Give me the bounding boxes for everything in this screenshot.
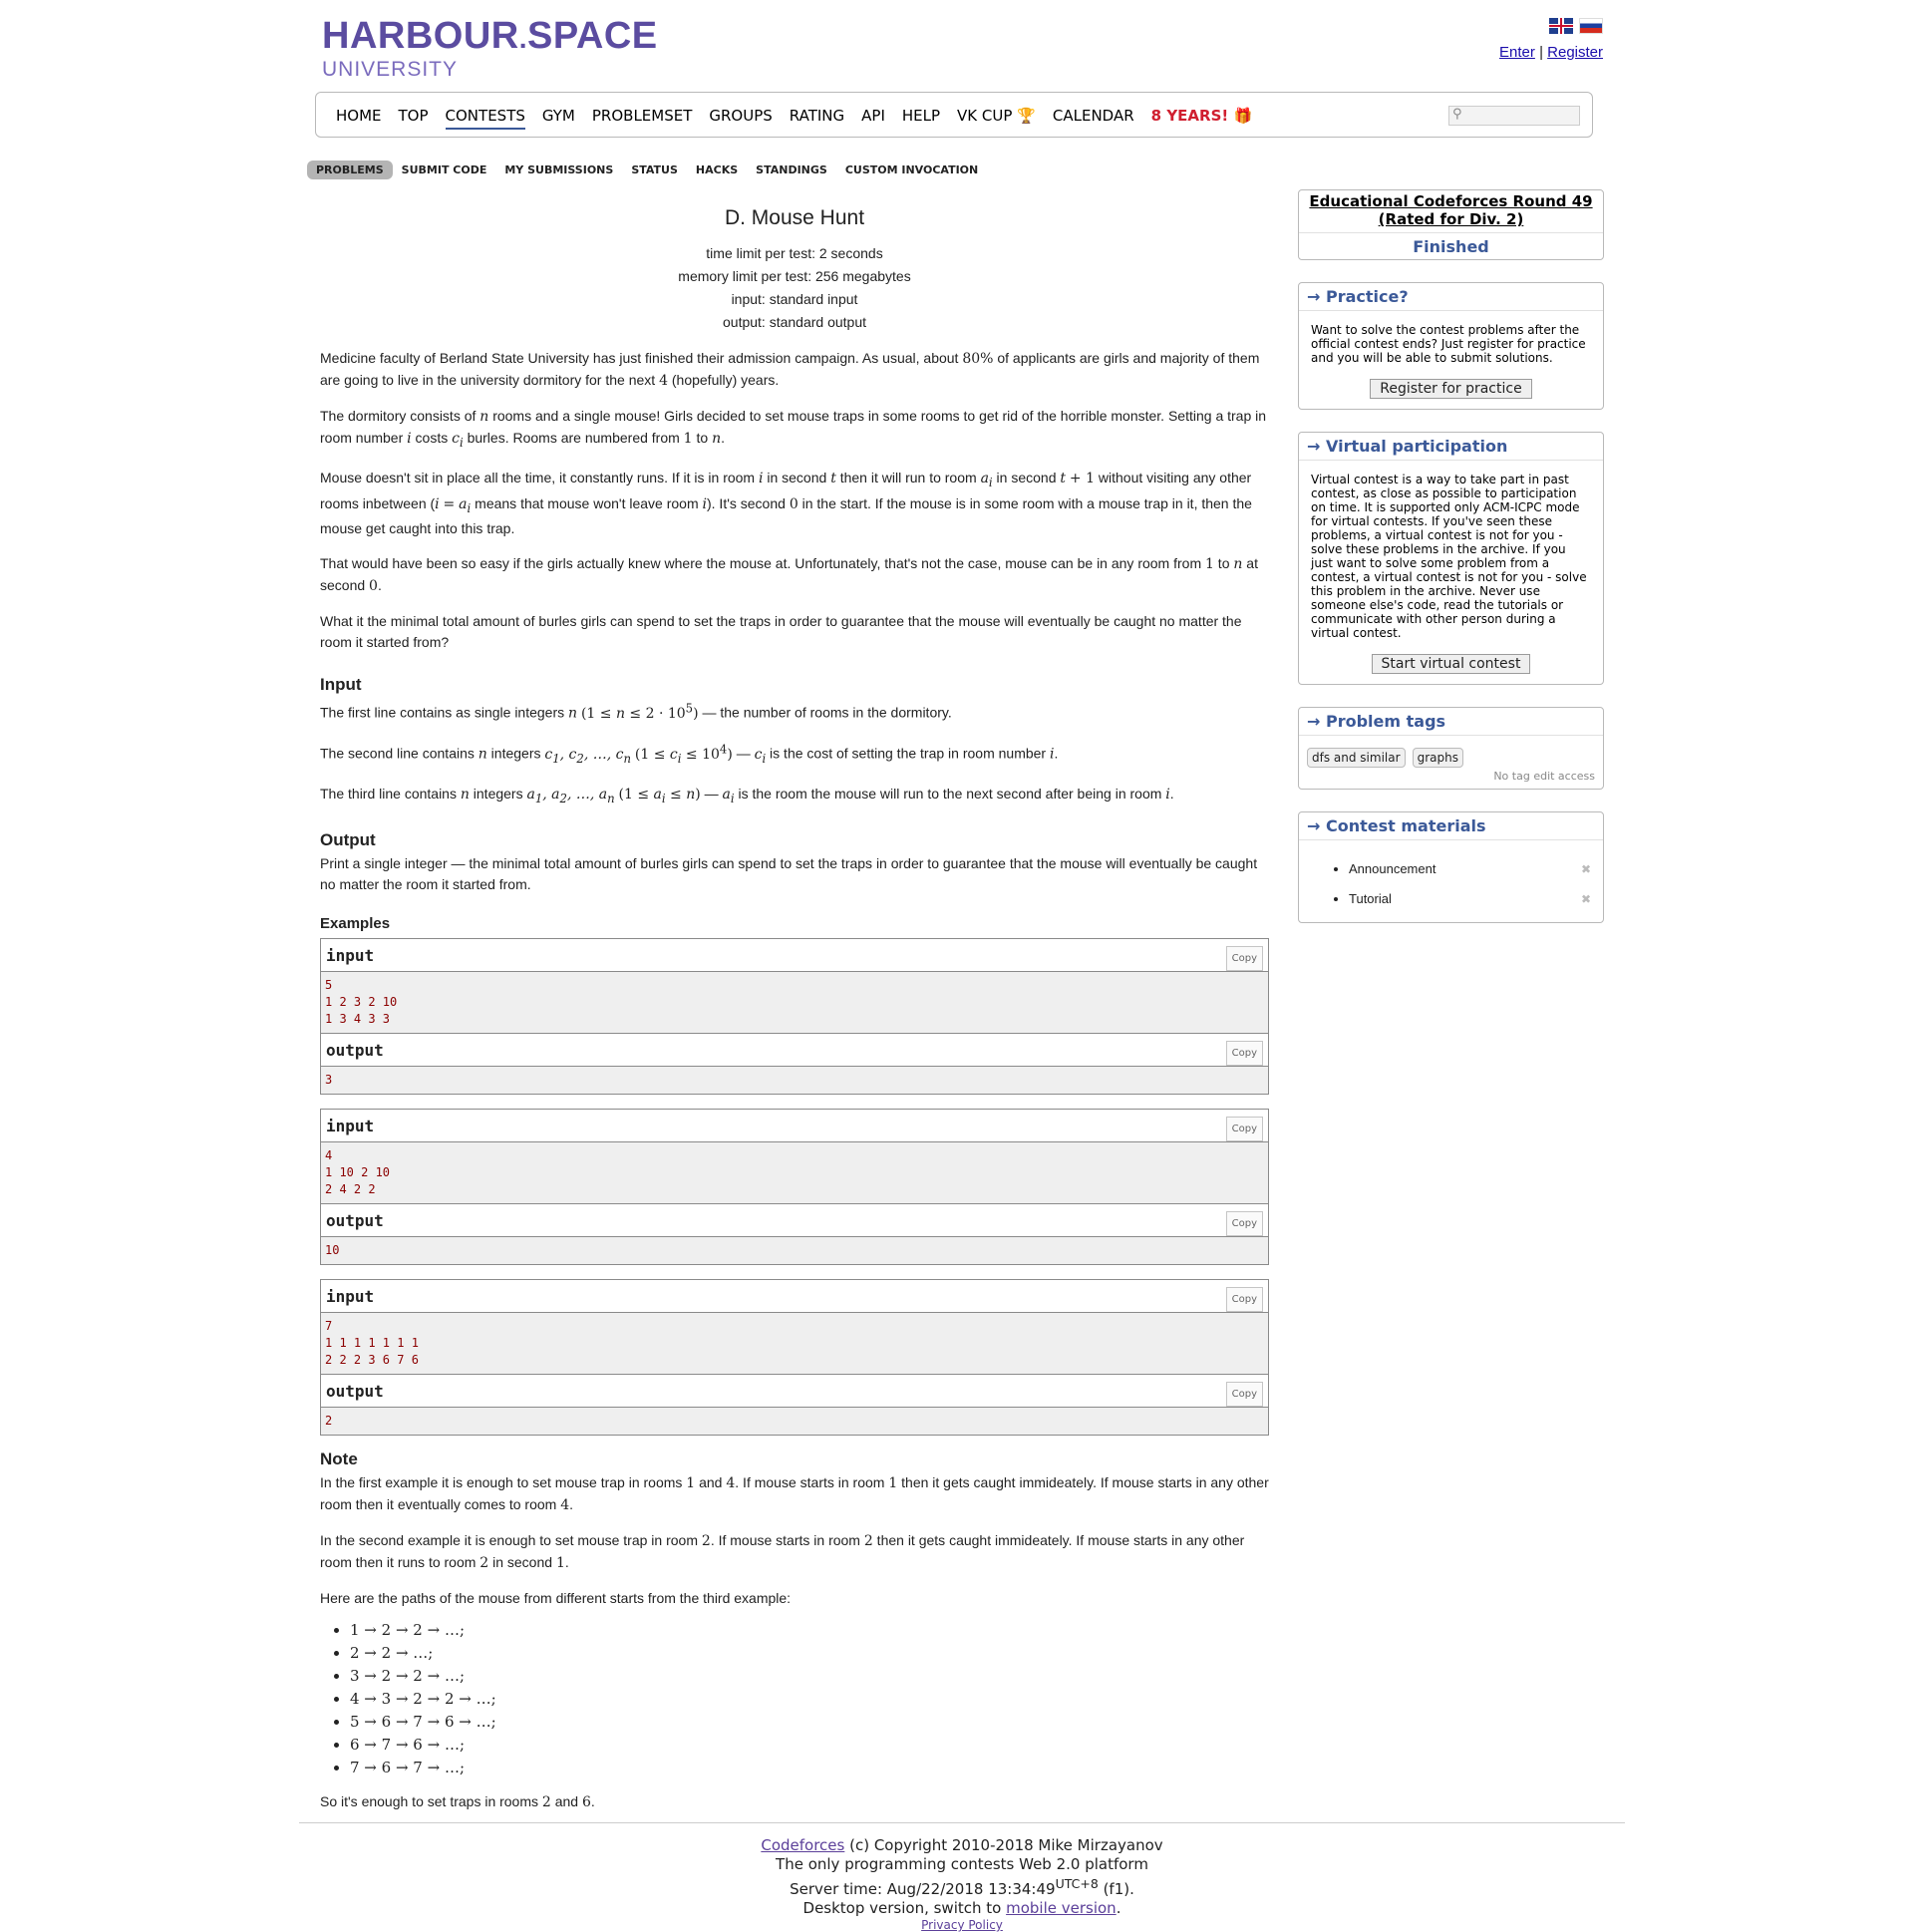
problem-title: D. Mouse Hunt xyxy=(724,206,865,229)
register-practice-button[interactable]: Register for practice xyxy=(1370,379,1531,399)
tab-custom-invocation[interactable]: CUSTOM INVOCATION xyxy=(844,163,979,176)
menu-item-vk-cup[interactable] xyxy=(957,107,1036,125)
mouse-paths-list xyxy=(320,1619,1269,1779)
copy-button[interactable]: Copy xyxy=(1226,1041,1263,1066)
menu-item-home[interactable] xyxy=(336,107,382,125)
input-spec-paragraph: The second line contains n integers $c_1$, $c_2$, …, $c_n$ $(1 \le c_i \le 10^4)$ — $c_i$ is the cost of setting the trap in room number i. xyxy=(320,742,1059,766)
note-paragraph: Here are the paths of the mouse from different starts from the third example: xyxy=(320,1590,792,1607)
sample-input: 4 1 10 2 10 2 4 2 2 xyxy=(321,1142,1268,1204)
tab-problems[interactable]: PROBLEMS xyxy=(307,161,393,179)
trophy-icon: 🏆 xyxy=(1017,107,1036,125)
copy-button[interactable]: Copy xyxy=(1226,1117,1263,1141)
sample-input-label: input xyxy=(326,946,375,966)
menu-item-groups[interactable] xyxy=(709,107,772,125)
menu-item-label: VK CUP xyxy=(957,107,1013,125)
sample-output-label: output xyxy=(326,1382,384,1402)
footer-version xyxy=(299,1899,1625,1918)
tab-hacks[interactable]: HACKS xyxy=(695,163,739,176)
sample-test xyxy=(320,1109,1269,1265)
legend xyxy=(320,348,1269,1813)
contest-materials-box xyxy=(1298,811,1604,923)
logo-word-harbour: HARBOUR xyxy=(322,15,519,57)
menu-item-label: CONTESTS xyxy=(446,107,525,130)
f1-text: (f1). xyxy=(1098,1880,1134,1898)
menu-item-rating[interactable] xyxy=(790,107,844,125)
material-label: Tutorial xyxy=(1349,891,1392,906)
material-tutorial[interactable] xyxy=(1349,884,1591,914)
list-item: • 3 → 2 → 2 → …; xyxy=(350,1665,1269,1688)
mobile-version-link[interactable]: mobile version xyxy=(1006,1899,1116,1917)
contest-submenu xyxy=(307,161,987,179)
practice-box xyxy=(1298,282,1604,410)
sample-input-header xyxy=(321,1110,1268,1142)
sample-output-header xyxy=(321,1375,1268,1408)
sample-input: 5 1 2 3 2 10 1 3 4 3 3 xyxy=(321,972,1268,1034)
menu-item-label: HELP xyxy=(901,107,941,125)
logo-dot: . xyxy=(518,23,527,54)
tab-my-submissions[interactable]: MY SUBMISSIONS xyxy=(504,163,614,176)
tab-submit-code[interactable]: SUBMIT CODE xyxy=(401,163,487,176)
tags-box-title: → Problem tags xyxy=(1299,708,1603,736)
copy-button[interactable]: Copy xyxy=(1226,1382,1263,1407)
footer-server-time xyxy=(299,1874,1625,1899)
gift-icon: 🎁 xyxy=(1233,107,1253,125)
sample-output-header xyxy=(321,1204,1268,1237)
input-spec-paragraph: The first line contains as single integers n $(1 \le n \le 2 \cdot 10^5)$ — the number of rooms in the dormitory. xyxy=(320,701,952,723)
menu-item-contests[interactable] xyxy=(446,107,525,125)
copy-button[interactable]: Copy xyxy=(1226,1287,1263,1312)
note-paragraph: So it's enough to set traps in rooms 2 and 6. xyxy=(320,1793,595,1811)
input-file: input: standard input xyxy=(731,291,858,307)
desktop-version-text: Desktop version, switch to xyxy=(802,1899,1007,1917)
uk-flag-icon[interactable] xyxy=(1549,18,1573,34)
list-item: • 6 → 7 → 6 → …; xyxy=(350,1734,1269,1757)
tags-list xyxy=(1299,736,1603,770)
tab-standings[interactable]: STANDINGS xyxy=(756,163,827,176)
footer-copyright xyxy=(299,1836,1625,1855)
menu-item-label: GROUPS xyxy=(709,107,773,125)
ru-flag-icon[interactable] xyxy=(1579,18,1603,34)
logo-word-space: SPACE xyxy=(527,15,658,57)
harbour-space-logo[interactable] xyxy=(322,16,658,81)
timezone-label: UTC+8 xyxy=(1055,1876,1099,1891)
register-link[interactable]: Register xyxy=(1547,44,1603,61)
list-item: • 5 → 6 → 7 → 6 → …; xyxy=(350,1711,1269,1734)
menu-item-8-years[interactable] xyxy=(1151,107,1253,125)
sample-output-label: output xyxy=(326,1041,384,1061)
auth-links xyxy=(1499,44,1603,61)
legend-paragraph: The dormitory consists of n rooms and a single mouse! Girls decided to set mouse traps in some rooms to get rid of the horrible monster. Setting a trap in room number i costs $c_i$ burles. Rooms are numbered from 1 to n. xyxy=(320,408,1267,450)
menu-item-calendar[interactable] xyxy=(1053,107,1134,125)
list-item: • 2 → 2 → …; xyxy=(350,1642,1269,1665)
main-menu xyxy=(315,92,1593,138)
virtual-button-row xyxy=(1299,640,1603,684)
legend-paragraph: Medicine faculty of Berland State University has just finished their admission campaign. As usual, about 80% of applicants are girls and majority of them are going to live in the university dormitory for the next 4 (hopefully) years. xyxy=(320,350,1260,389)
virtual-box-title: → Virtual participation xyxy=(1299,433,1603,461)
footer xyxy=(299,1836,1625,1932)
materials-box-title: → Contest materials xyxy=(1299,812,1603,840)
virtual-text: Virtual contest is a way to take part in past contest, as close as possible to participation on time. It is supported only ACM-ICPC mode for virtual contests. If you've seen these problems, a virtual contest is not for you - solve these problems in the archive. If you just want to solve some problem from a contest, a virtual contest is not for you - solve this problem in the archive. Never use someone else's code, read the tutorials or communicate with other person during a virtual contest. xyxy=(1311,473,1587,640)
practice-box-title: → Practice? xyxy=(1299,283,1603,311)
sidebar xyxy=(1298,189,1604,945)
practice-text: Want to solve the contest problems after the official contest ends? Just register for practice and you will be able to submit solutions. xyxy=(1311,323,1586,365)
menu-item-label: API xyxy=(861,107,885,125)
materials-list xyxy=(1299,840,1603,922)
enter-link[interactable]: Enter xyxy=(1499,44,1535,61)
list-item: • 7 → 6 → 7 → …; xyxy=(350,1757,1269,1779)
sample-test xyxy=(320,1279,1269,1436)
tab-status[interactable]: STATUS xyxy=(631,163,678,176)
footer-platform: The only programming contests Web 2.0 platform xyxy=(776,1855,1148,1873)
material-announcement[interactable] xyxy=(1349,854,1591,884)
contest-name[interactable] xyxy=(1299,190,1603,233)
menu-item-label: GYM xyxy=(541,107,575,125)
output-file: output: standard output xyxy=(723,314,866,330)
menu-item-api[interactable] xyxy=(861,107,885,125)
language-switcher xyxy=(1549,18,1603,34)
menu-item-problemset[interactable] xyxy=(592,107,693,125)
server-time-text: Server time: Aug/22/2018 13:34:49 xyxy=(790,1880,1056,1898)
menu-item-label: HOME xyxy=(336,107,382,125)
menu-item-label: 8 YEARS! xyxy=(1150,107,1229,125)
footer-divider xyxy=(299,1822,1625,1823)
search-input[interactable] xyxy=(1448,106,1580,126)
sample-output: 10 xyxy=(321,1237,1268,1264)
contest-info-box xyxy=(1298,189,1604,260)
examples-title: Examples xyxy=(320,915,391,933)
sample-input-label: input xyxy=(326,1287,375,1307)
menu-item-gym[interactable] xyxy=(542,107,575,125)
menu-item-help[interactable] xyxy=(902,107,940,125)
sample-test xyxy=(320,938,1269,1095)
sample-output-label: output xyxy=(326,1211,384,1231)
note-paragraph: In the first example it is enough to set mouse trap in rooms 1 and 4. If mouse starts in room 1 then it gets caught immideately. If mouse starts in any other room then it eventually comes to room 4. xyxy=(320,1474,1269,1514)
output-spec-paragraph: Print a single integer — the minimal total amount of burles girls can spend to set the traps in order to guarantee that the mouse will eventually be caught no matter the room it started from. xyxy=(320,855,1258,893)
main-menu-list xyxy=(336,107,1269,125)
menu-item-label: RATING xyxy=(789,107,845,125)
time-limit: time limit per test: 2 seconds xyxy=(706,245,883,261)
legend-paragraph: That would have been so easy if the girls actually knew where the mouse at. Unfortunately, that's not the case, mouse can be in any room from 1 to n at second 0. xyxy=(320,555,1258,595)
legend-paragraph: Mouse doesn't sit in place all the time, it constantly runs. If it is in room i in second t then it will run to room $a_i$ in second t + 1 without visiting any other rooms inbetween ($i = a_i$ means that mouse won't leave room i). It's second 0 in the start. If the mouse is in some room with a mouse trap in it, then the mouse get caught into this trap. xyxy=(320,469,1252,537)
output-section-title: Output xyxy=(320,830,376,850)
close-icon: ✖ xyxy=(1580,892,1591,906)
virtual-participation-box xyxy=(1298,432,1604,685)
sample-output: 2 xyxy=(321,1408,1268,1435)
sample-output: 3 xyxy=(321,1067,1268,1094)
no-tag-edit-note: No tag edit access xyxy=(1493,770,1595,783)
logo-line-1 xyxy=(322,16,658,59)
start-virtual-contest-button[interactable]: Start virtual contest xyxy=(1372,654,1531,674)
copy-button[interactable]: Copy xyxy=(1226,946,1263,971)
memory-limit: memory limit per test: 256 megabytes xyxy=(678,268,911,284)
legend-paragraph: What it the minimal total amount of burles girls can spend to set the traps in order to guarantee that the mouse will eventually be caught no matter the room it started from? xyxy=(320,613,1242,651)
contest-phase: Finished xyxy=(1413,237,1489,256)
period-text: . xyxy=(1116,1899,1121,1917)
footer-privacy xyxy=(299,1918,1625,1932)
material-label: Announcement xyxy=(1349,861,1436,876)
practice-button-row xyxy=(1299,365,1603,409)
input-section-title: Input xyxy=(320,675,362,695)
menu-item-label: CALENDAR xyxy=(1052,107,1134,125)
copy-button[interactable]: Copy xyxy=(1226,1211,1263,1236)
list-item: • 1 → 2 → 2 → …; xyxy=(350,1619,1269,1642)
problem-tags-box xyxy=(1298,707,1604,790)
sample-input: 7 1 1 1 1 1 1 1 2 2 2 3 6 7 6 xyxy=(321,1313,1268,1375)
list-item: • 4 → 3 → 2 → 2 → …; xyxy=(350,1688,1269,1711)
privacy-policy-link[interactable]: Privacy Policy xyxy=(921,1918,1003,1932)
input-spec-paragraph: The third line contains n integers $a_1$, $a_2$, …, $a_n$ $(1 \le a_i \le n)$ — $a_i$ is the room the mouse will run to the next second after being in room i. xyxy=(320,785,1174,805)
sample-input-label: input xyxy=(326,1117,375,1136)
auth-separator: | xyxy=(1539,44,1543,61)
menu-item-top[interactable] xyxy=(399,107,429,125)
codeforces-link[interactable]: Codeforces xyxy=(761,1836,845,1854)
menu-item-label: PROBLEMSET xyxy=(591,107,693,125)
problem-header xyxy=(320,207,1269,334)
sample-output-header xyxy=(321,1034,1268,1067)
close-icon: ✖ xyxy=(1580,862,1591,876)
search-icon: ⚲ xyxy=(1452,107,1462,122)
problem-statement xyxy=(320,199,1269,1813)
sample-input-header xyxy=(321,1280,1268,1313)
tag-dfs-and-similar[interactable]: dfs and similar xyxy=(1307,748,1406,768)
contest-name-link[interactable]: Educational Codeforces Round 49 (Rated for Div. 2) xyxy=(1309,192,1593,228)
logo-word-university: UNIVERSITY xyxy=(322,58,459,81)
note-paragraph: In the second example it is enough to set mouse trap in room 2. If mouse starts in room 2 then it gets caught immideately. If mouse starts in any other room then it runs to room 2 in second 1. xyxy=(320,1532,1245,1572)
sample-input-header xyxy=(321,939,1268,972)
tag-graphs[interactable]: graphs xyxy=(1413,748,1463,768)
menu-item-label: TOP xyxy=(398,107,429,125)
copyright-text: (c) Copyright 2010-2018 Mike Mirzayanov xyxy=(844,1836,1163,1854)
note-section-title: Note xyxy=(320,1449,358,1469)
